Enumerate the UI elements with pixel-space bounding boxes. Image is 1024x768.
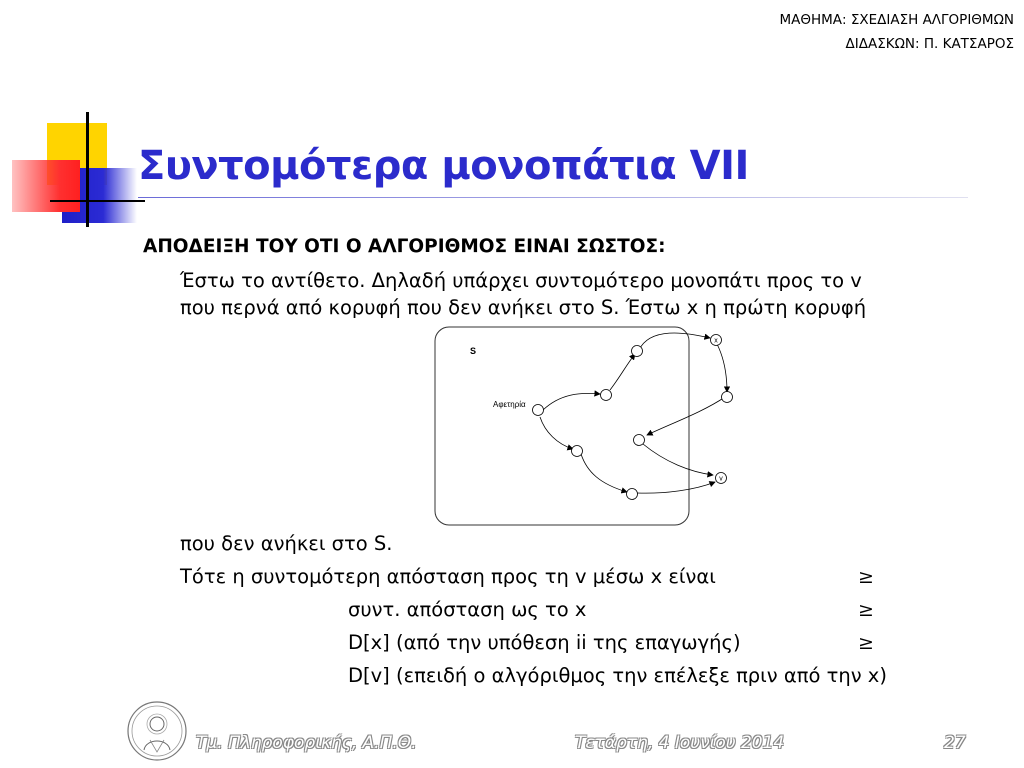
node-b (632, 346, 643, 357)
footer-department: Τμ. Πληροφορικής, Α.Π.Θ. (196, 733, 417, 753)
proof-heading: ΑΠΟΔΕΙΞΗ ΤΟΥ ΟΤΙ Ο ΑΛΓΟΡΙΘΜΟΣ ΕΙΝΑΙ ΣΩΣΤΟΣ: (143, 236, 666, 257)
decor-red-square (12, 160, 80, 212)
title-underline (138, 197, 968, 198)
edge-e-to-f (581, 454, 627, 492)
instructor-name: ΔΙΔΑΣΚΩΝ: Π. ΚΑΤΣΑΡΟΣ (845, 36, 1014, 52)
edge-c-to-d (647, 397, 725, 435)
course-title: ΜΑΘΗΜΑ: ΣΧΕΔΙΑΣΗ ΑΛΓΟΡΙΘΜΩΝ (779, 12, 1014, 28)
node-d (634, 435, 645, 446)
node-c (722, 392, 733, 403)
slide-title: Συντομότερα μονοπάτια VII (138, 143, 749, 189)
edge-start-to-e (540, 417, 573, 449)
node-v-label: v (719, 475, 723, 483)
edge-d-to-v (643, 444, 713, 475)
node-x-label: x (714, 337, 718, 345)
proof-line-2: συντ. απόσταση ως το x (348, 598, 587, 621)
set-s-label: S (470, 346, 477, 356)
course-header (779, 8, 1014, 56)
edge-a-to-b (610, 354, 635, 390)
paragraph-line-1: Έστω το αντίθετο. Δηλαδή υπάρχει συντομότερο μονοπάτι προς το v (180, 269, 862, 292)
geq-symbol-1: ≥ (858, 566, 874, 588)
after-diagram-text: που δεν ανήκει στο S. (180, 532, 393, 555)
footer-date: Τετάρτη, 4 Ιουνίου 2014 (575, 733, 785, 753)
decor-vertical-line (86, 112, 89, 227)
decor-horizontal-line (50, 200, 145, 202)
node-e (572, 446, 583, 457)
proof-line-4: D[v] (επειδή ο αλγόριθμος την επέλεξε πριν από την x) (348, 664, 887, 687)
proof-line-3: D[x] (από την υπόθεση ii της επαγωγής) (348, 631, 741, 654)
edge-x-to-c (717, 344, 727, 392)
paragraph-line-2: που περνά από κορυφή που δεν ανήκει στο S. Έστω x η πρώτη κορυφή (180, 296, 867, 319)
shortest-path-diagram (425, 322, 745, 532)
start-label: Αφετηρία (493, 400, 526, 409)
node-f (627, 489, 638, 500)
proof-line-1: Τότε η συντομότερη απόσταση προς τη v μέσω x είναι (180, 565, 716, 588)
university-seal-logo (126, 700, 188, 762)
edge-f-to-v (637, 482, 715, 493)
node-start (533, 405, 544, 416)
edge-b-to-x (639, 333, 710, 350)
geq-symbol-3: ≥ (858, 632, 874, 654)
geq-symbol-2: ≥ (858, 599, 874, 621)
footer-page-number: 27 (944, 733, 966, 753)
set-s-boundary (435, 327, 689, 525)
node-a (601, 390, 612, 401)
proof-paragraph (180, 267, 1010, 321)
edge-start-to-a (543, 393, 600, 410)
